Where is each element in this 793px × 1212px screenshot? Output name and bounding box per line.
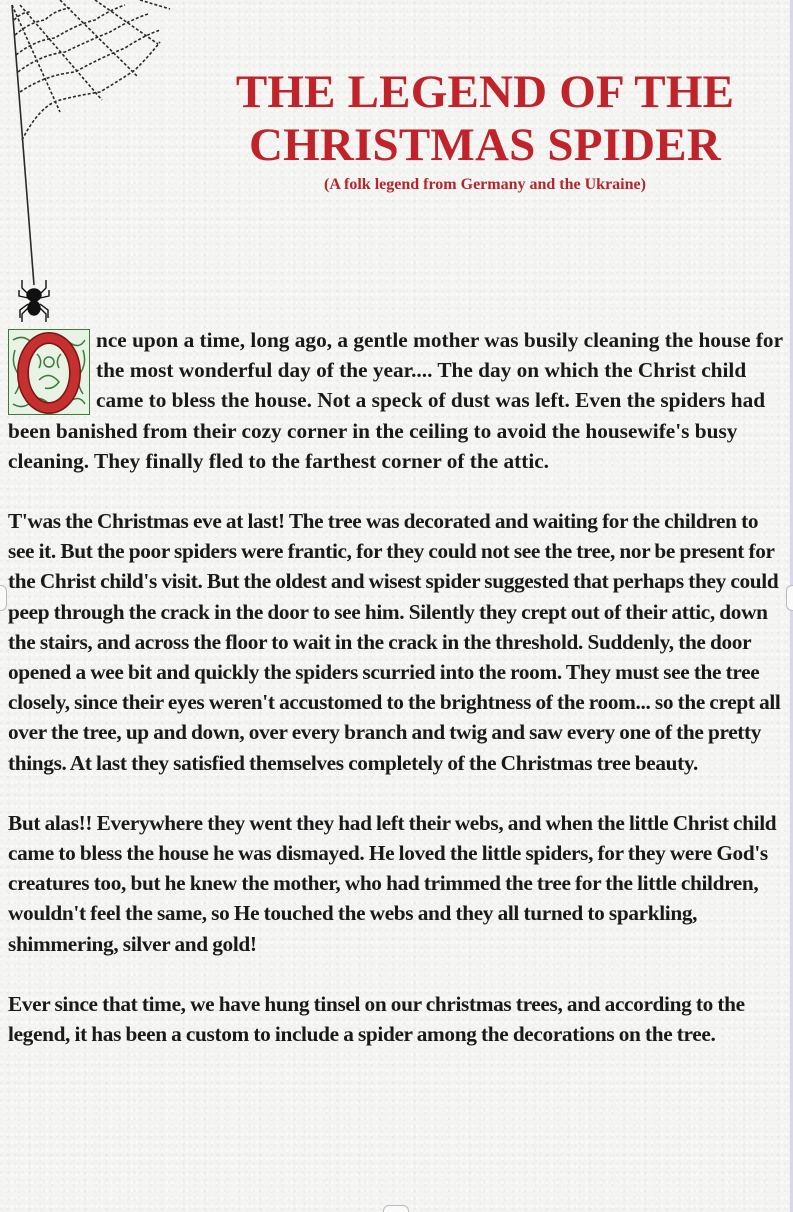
paragraph-4: Ever since that time, we have hung tinsel on our christmas trees, and according to the legend, it has been a custom to include a spider among the decorations on the tree. [8,991,745,1047]
paragraph-1 [8,325,788,476]
title-line-2: CHRISTMAS SPIDER [249,119,721,171]
page-subtitle: (A folk legend from Germany and the Ukraine) [324,176,646,193]
spider-web-icon [0,0,180,330]
page-title [200,66,770,172]
paragraph-3: But alas!! Everywhere they went they had left their webs, and when the little Christ child came to bless the house he was dismayed. He loved the little spiders, for they were God's creatures too, but he knew the mother, who had trimmed the tree for the little children, wouldn't feel the same, so He touched the webs and they all turned to sparkling, shimmering, silver and gold! [8,810,777,956]
bottom-page-handle[interactable] [383,1205,409,1212]
spider-icon [19,280,49,322]
paragraph-1-text: nce upon a time, long ago, a gentle mother was busily cleaning the house for the most wonderful day of the year.... The day on which the Christ child came to bless the house. Not a speck of dust was left. Even the spiders had been banished from their cozy corner in the ceiling to avoid the housewife's busy cleaning. They finally fled to the farthest corner of the attic. [8,328,783,473]
title-line-1: THE LEGEND OF THE [235,66,735,118]
left-page-handle[interactable] [0,585,7,611]
story-body [8,325,788,1079]
paragraph-2: T'was the Christmas eve at last! The tree was decorated and waiting for the children to see it. But the poor spiders were frantic, for they could not see the tree, nor be present for the Christ child's visit. But the oldest and wisest spider suggested that perhaps they could peep through the crack in the door to see him. Silently they crept out of their attic, down the stairs, and across the floor to wait in the crack in the threshold. Suddenly, the door opened a wee bit and quickly the spiders scurried into the room. They must see the tree closely, since their eyes weren't accustomed to the brightness of the room... so the crept all over the tree, up and down, over every branch and twig and saw every one of the pretty things. At last they satisfied themselves completely of the Christmas tree beauty. [8,509,781,775]
drop-cap-o [8,329,90,415]
right-page-handle[interactable] [786,585,793,611]
